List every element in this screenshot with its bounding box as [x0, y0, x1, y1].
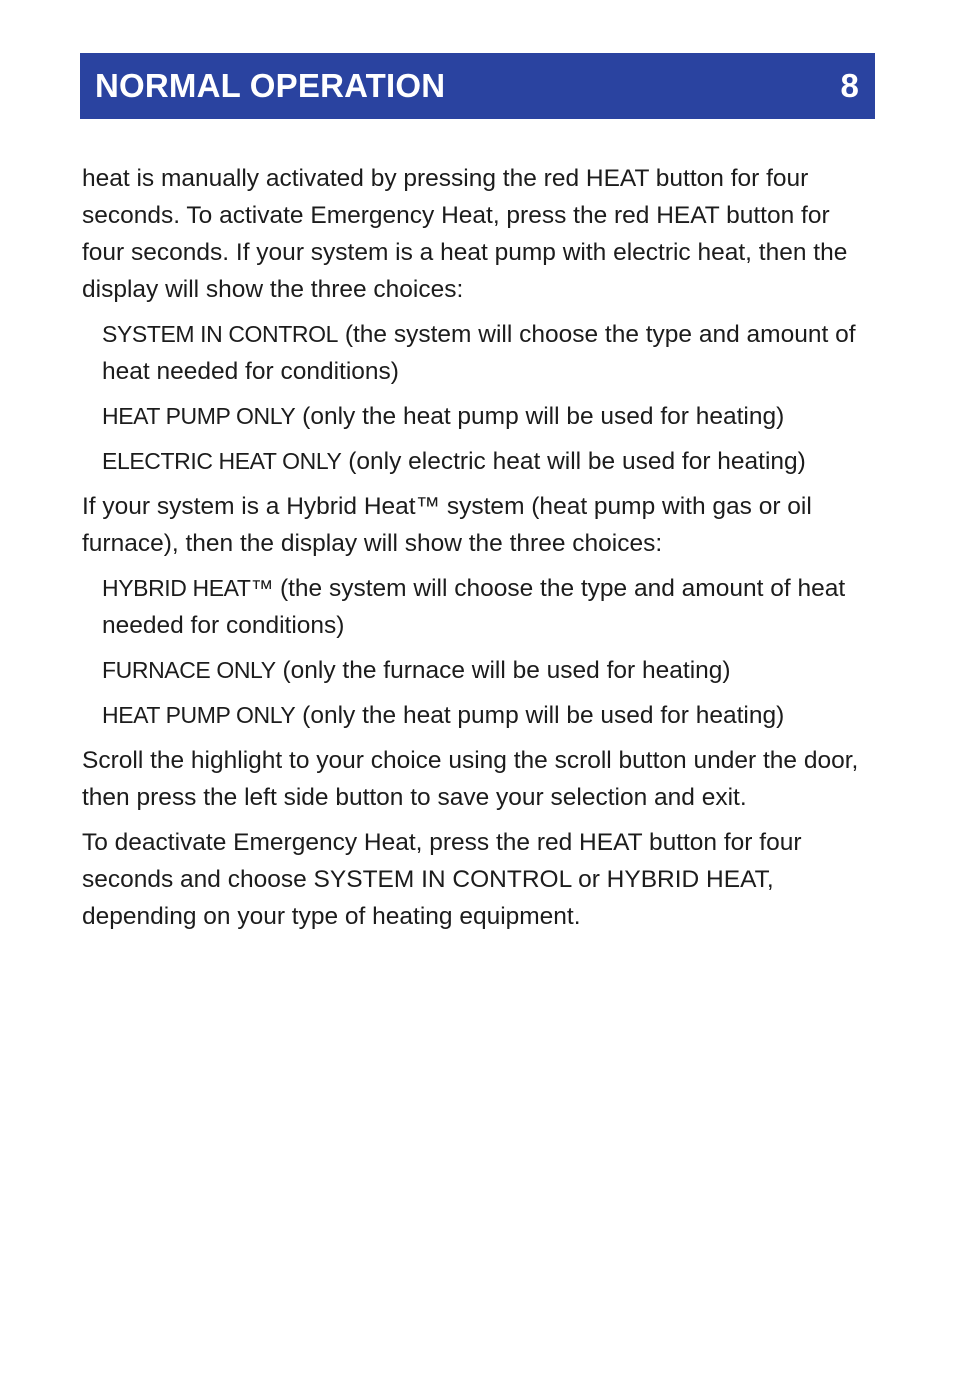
- choice-electric-heat-only: [102, 443, 877, 480]
- choice-furnace-only: [102, 652, 877, 689]
- choice-heat-pump-only-hybrid: [102, 697, 877, 734]
- choice-description: (only electric heat will be used for heating): [341, 448, 806, 475]
- choice-term: ELECTRIC HEAT ONLY: [102, 448, 342, 474]
- choice-term: FURNACE ONLY: [102, 657, 276, 683]
- choice-description: (only the furnace will be used for heating): [275, 657, 731, 684]
- choice-term: SYSTEM IN CONTROL: [102, 321, 339, 347]
- choice-description: (only the heat pump will be used for heating): [295, 403, 785, 430]
- choice-description: (the system will choose the type and amount of heat needed for conditions): [102, 321, 856, 385]
- choice-hybrid-heat: [102, 570, 877, 644]
- choice-heat-pump-only: [102, 398, 877, 435]
- choice-description: (the system will choose the type and amount of heat needed for conditions): [102, 575, 846, 639]
- choice-term: HEAT PUMP ONLY: [102, 702, 296, 728]
- choice-system-in-control: [102, 316, 877, 390]
- paragraph-intro: heat is manually activated by pressing the red HEAT button for four seconds. To activate Emergency Heat, press the red HEAT button for four seconds. If your system is a heat pump with electric heat, then the display will show the three choices:: [82, 165, 848, 303]
- section-title: NORMAL OPERATION: [95, 67, 446, 104]
- paragraph-scroll: Scroll the highlight to your choice using the scroll button under the door, then press the left side button to save your selection and exit.: [82, 747, 859, 811]
- choice-description: (only the heat pump will be used for heating): [295, 702, 785, 729]
- paragraph-deactivate: To deactivate Emergency Heat, press the red HEAT button for four seconds and choose SYSTEM IN CONTROL or HYBRID HEAT, depending on your type of heating equipment.: [82, 829, 802, 930]
- choice-term: HEAT PUMP ONLY: [102, 403, 296, 429]
- paragraph-hybrid: If your system is a Hybrid Heat™ system (heat pump with gas or oil furnace), then the display will show the three choices:: [82, 493, 812, 557]
- choice-term: HYBRID HEAT™: [102, 575, 274, 601]
- page-number: 8: [840, 67, 859, 104]
- section-header: [80, 53, 875, 119]
- page-body: [82, 160, 877, 943]
